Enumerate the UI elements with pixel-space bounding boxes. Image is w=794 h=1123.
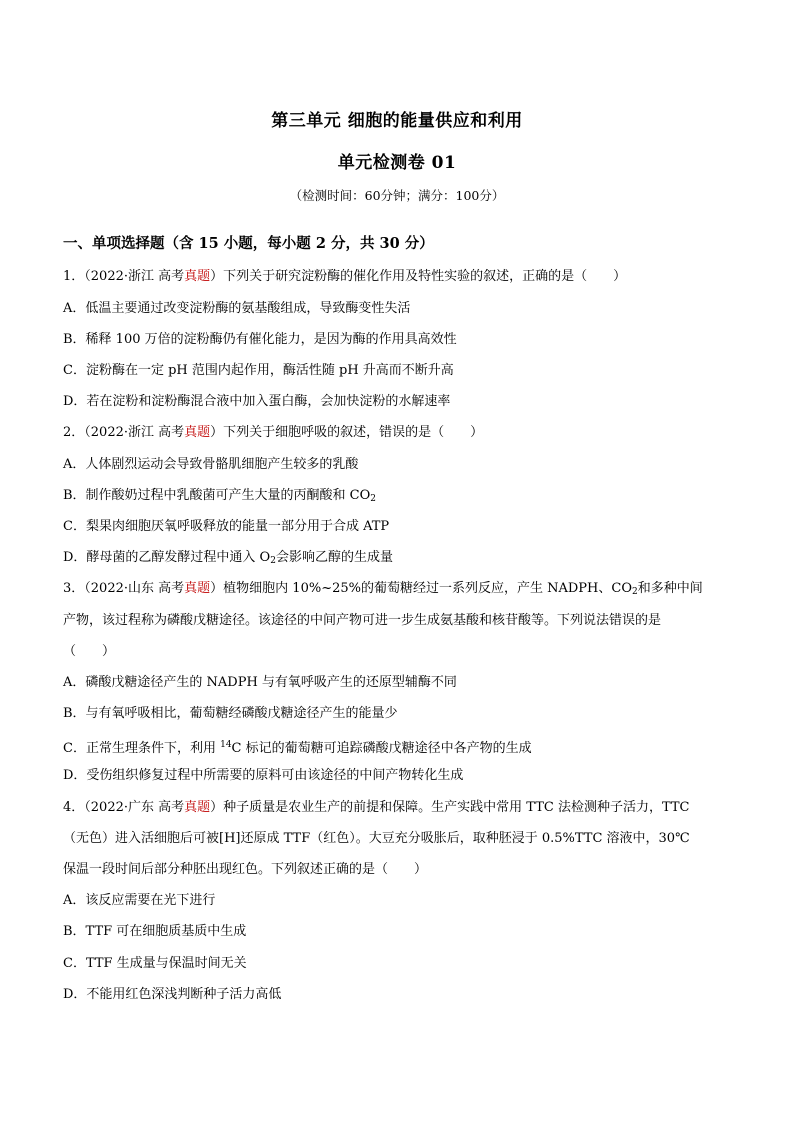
question-2-option-a: A．人体剧烈运动会导致骨骼肌细胞产生较多的乳酸 — [63, 457, 359, 472]
question-3-option-b: B．与有氧呼吸相比，葡萄糖经磷酸戊糖途径产生的能量少 — [63, 706, 398, 721]
question-number: 3． — [63, 581, 85, 596]
subscript: 2 — [370, 494, 377, 504]
real-exam-tag: 真题 — [184, 425, 211, 440]
question-text: 下列关于研究淀粉酶的催化作用及特性实验的叙述，正确的是（ ） — [223, 269, 627, 284]
option-text-cont: C 标记的葡萄糖可追踪磷酸戊糖途径中各产物的生成 — [231, 741, 532, 756]
subscript: 2 — [632, 587, 638, 597]
option-text: D．酵母菌的乙醇发酵过程中通入 O — [63, 550, 271, 565]
question-4-option-a: A．该反应需要在光下进行 — [63, 893, 216, 908]
question-3-option-d: D．受伤组织修复过程中所需要的原料可由该途径的中间产物转化生成 — [63, 768, 464, 783]
question-number: 1． — [63, 269, 85, 284]
question-1-option-d: D．若在淀粉和淀粉酶混合液中加入蛋白酶，会加快淀粉的水解速率 — [63, 394, 451, 409]
question-source-close: ） — [210, 425, 224, 440]
option-text: C．正常生理条件下，利用 — [63, 741, 221, 756]
question-number: 2． — [63, 425, 85, 440]
question-4-stem-line2: （无色）进入活细胞后可被[H]还原成 TTF（红色）。大豆充分吸胀后，取种胚浸于 0.5%TTC 溶液中，30℃ — [63, 831, 690, 846]
question-4-stem-line3: 保温一段时间后部分种胚出现红色。下列叙述正确的是（ ） — [63, 862, 428, 877]
question-source-close: ） — [210, 800, 224, 815]
question-text: 植物细胞内 10%~25%的葡萄糖经过一系列反应，产生 NADPH、CO — [223, 581, 632, 596]
question-source-close: ） — [210, 581, 224, 596]
question-2-option-d — [63, 549, 735, 570]
question-source-close: ） — [210, 269, 224, 284]
question-4-stem — [63, 799, 735, 817]
question-4-option-b: B．TTF 可在细胞质基质中生成 — [63, 924, 247, 939]
test-meta: （检测时间：60分钟；满分：100分） — [289, 188, 505, 203]
question-2-option-b — [63, 487, 735, 508]
question-1-option-a: A．低温主要通过改变淀粉酶的氨基酸组成，导致酶变性失活 — [63, 301, 411, 316]
question-3-stem-line2: 产物，该过程称为磷酸戊糖途径。该途径的中间产物可进一步生成氨基酸和核苷酸等。下列说法错误的是 — [63, 613, 662, 628]
question-text-cont: 和多种中间 — [637, 581, 703, 596]
real-exam-tag: 真题 — [184, 269, 211, 284]
section-title: 一、单项选择题（含 15 小题，每小题 2 分，共 30 分） — [63, 235, 434, 252]
question-1-option-b: B．稀释 100 万倍的淀粉酶仍有催化能力，是因为酶的作用具高效性 — [63, 332, 457, 347]
test-title: 单元检测卷 01 — [337, 153, 457, 173]
question-3-stem — [63, 580, 735, 601]
question-2-stem — [63, 424, 735, 442]
question-4-option-c: C．TTF 生成量与保温时间无关 — [63, 956, 247, 971]
question-source: （2022·山东 高考 — [84, 581, 185, 596]
subscript: 2 — [270, 556, 276, 566]
question-number: 4． — [63, 800, 85, 815]
question-text: 下列关于细胞呼吸的叙述，错误的是（ ） — [223, 425, 484, 440]
question-source: （2022·浙江 高考 — [84, 269, 185, 284]
question-3-stem-line3: （ ） — [63, 644, 116, 659]
superscript: 14 — [220, 740, 232, 750]
question-3-option-a: A．磷酸戊糖途径产生的 NADPH 与有氧呼吸产生的还原型辅酶不同 — [63, 675, 457, 690]
question-1-stem — [63, 268, 735, 286]
option-text-cont: 会影响乙醇的生成量 — [275, 550, 393, 565]
question-2-option-c: C．梨果肉细胞厌氧呼吸释放的能量一部分用于合成 ATP — [63, 519, 390, 534]
question-4-option-d: D．不能用红色深浅判断种子活力高低 — [63, 987, 282, 1002]
unit-title: 第三单元 细胞的能量供应和利用 — [271, 111, 523, 131]
real-exam-tag: 真题 — [184, 581, 211, 596]
question-source: （2022·广东 高考 — [84, 800, 185, 815]
real-exam-tag: 真题 — [184, 800, 211, 815]
question-3-option-c — [63, 736, 735, 758]
question-source: （2022·浙江 高考 — [84, 425, 185, 440]
question-text: 种子质量是农业生产的前提和保障。生产实践中常用 TTC 法检测种子活力，TTC — [223, 800, 690, 815]
option-text: B．制作酸奶过程中乳酸菌可产生大量的丙酮酸和 CO — [63, 488, 371, 503]
question-1-option-c: C．淀粉酶在一定 pH 范围内起作用，酶活性随 pH 升高而不断升高 — [63, 363, 454, 378]
